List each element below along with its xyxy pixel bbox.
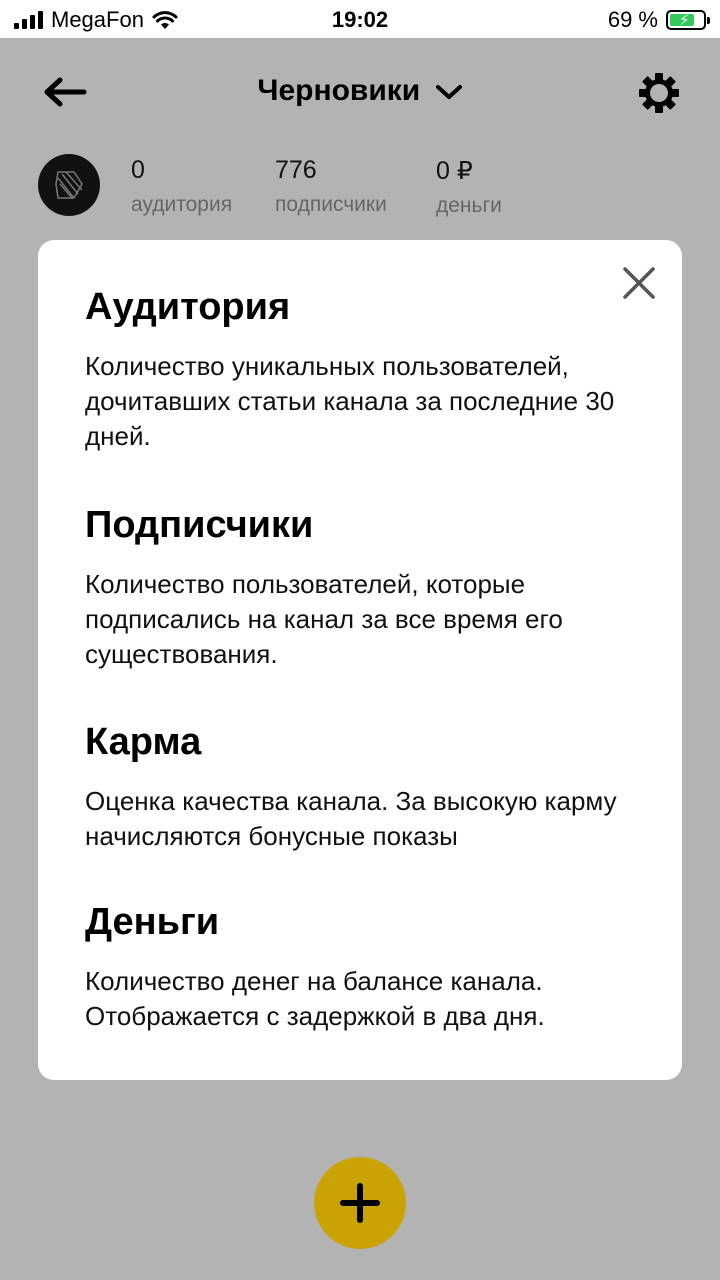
status-bar xyxy=(0,0,720,38)
battery-icon: ⚡ xyxy=(666,10,706,30)
section-text: Оценка качества канала. За высокую карму начисляются бонусные показы xyxy=(85,786,617,851)
stats-info-modal xyxy=(38,240,682,1080)
channel-avatar[interactable] xyxy=(38,154,100,216)
battery-group xyxy=(608,7,706,33)
gear-icon xyxy=(638,72,680,114)
plus-icon xyxy=(340,1183,380,1223)
stat-money[interactable] xyxy=(436,156,502,218)
channel-selector[interactable] xyxy=(0,74,720,108)
stat-subscribers[interactable] xyxy=(275,156,387,217)
section-title: Аудитория xyxy=(85,286,291,328)
chevron-down-icon xyxy=(435,83,463,101)
top-bar xyxy=(0,38,720,148)
section-title: Деньги xyxy=(85,901,220,943)
section-subscribers xyxy=(85,503,655,672)
logo-icon xyxy=(38,154,100,216)
section-title: Подписчики xyxy=(85,504,314,546)
section-audience xyxy=(85,285,655,454)
settings-button[interactable] xyxy=(638,72,680,114)
battery-percent: 69 % xyxy=(607,7,658,32)
stat-label: подписчики xyxy=(275,193,387,216)
clock: 19:02 xyxy=(331,7,389,32)
section-money xyxy=(85,900,655,1034)
section-karma xyxy=(85,720,655,854)
carrier-name: MegaFon xyxy=(51,7,144,32)
stat-value: 0 xyxy=(131,156,145,184)
add-post-button[interactable] xyxy=(314,1157,406,1249)
section-text: Количество денег на балансе канала. Отображается с задержкой в два дня. xyxy=(85,966,545,1031)
section-title: Карма xyxy=(85,721,202,763)
section-text: Количество пользователей, которые подписались на канал за все время его существования. xyxy=(85,569,563,669)
stat-label: деньги xyxy=(436,194,502,217)
stat-label: аудитория xyxy=(131,193,233,216)
page-title: Черновики xyxy=(257,74,421,107)
stat-value: 0 ₽ xyxy=(436,157,473,185)
section-text: Количество уникальных пользователей, дочитавших статьи канала за последние 30 дней. xyxy=(85,351,615,451)
stat-audience[interactable] xyxy=(131,156,232,217)
stat-value: 776 xyxy=(275,156,317,184)
